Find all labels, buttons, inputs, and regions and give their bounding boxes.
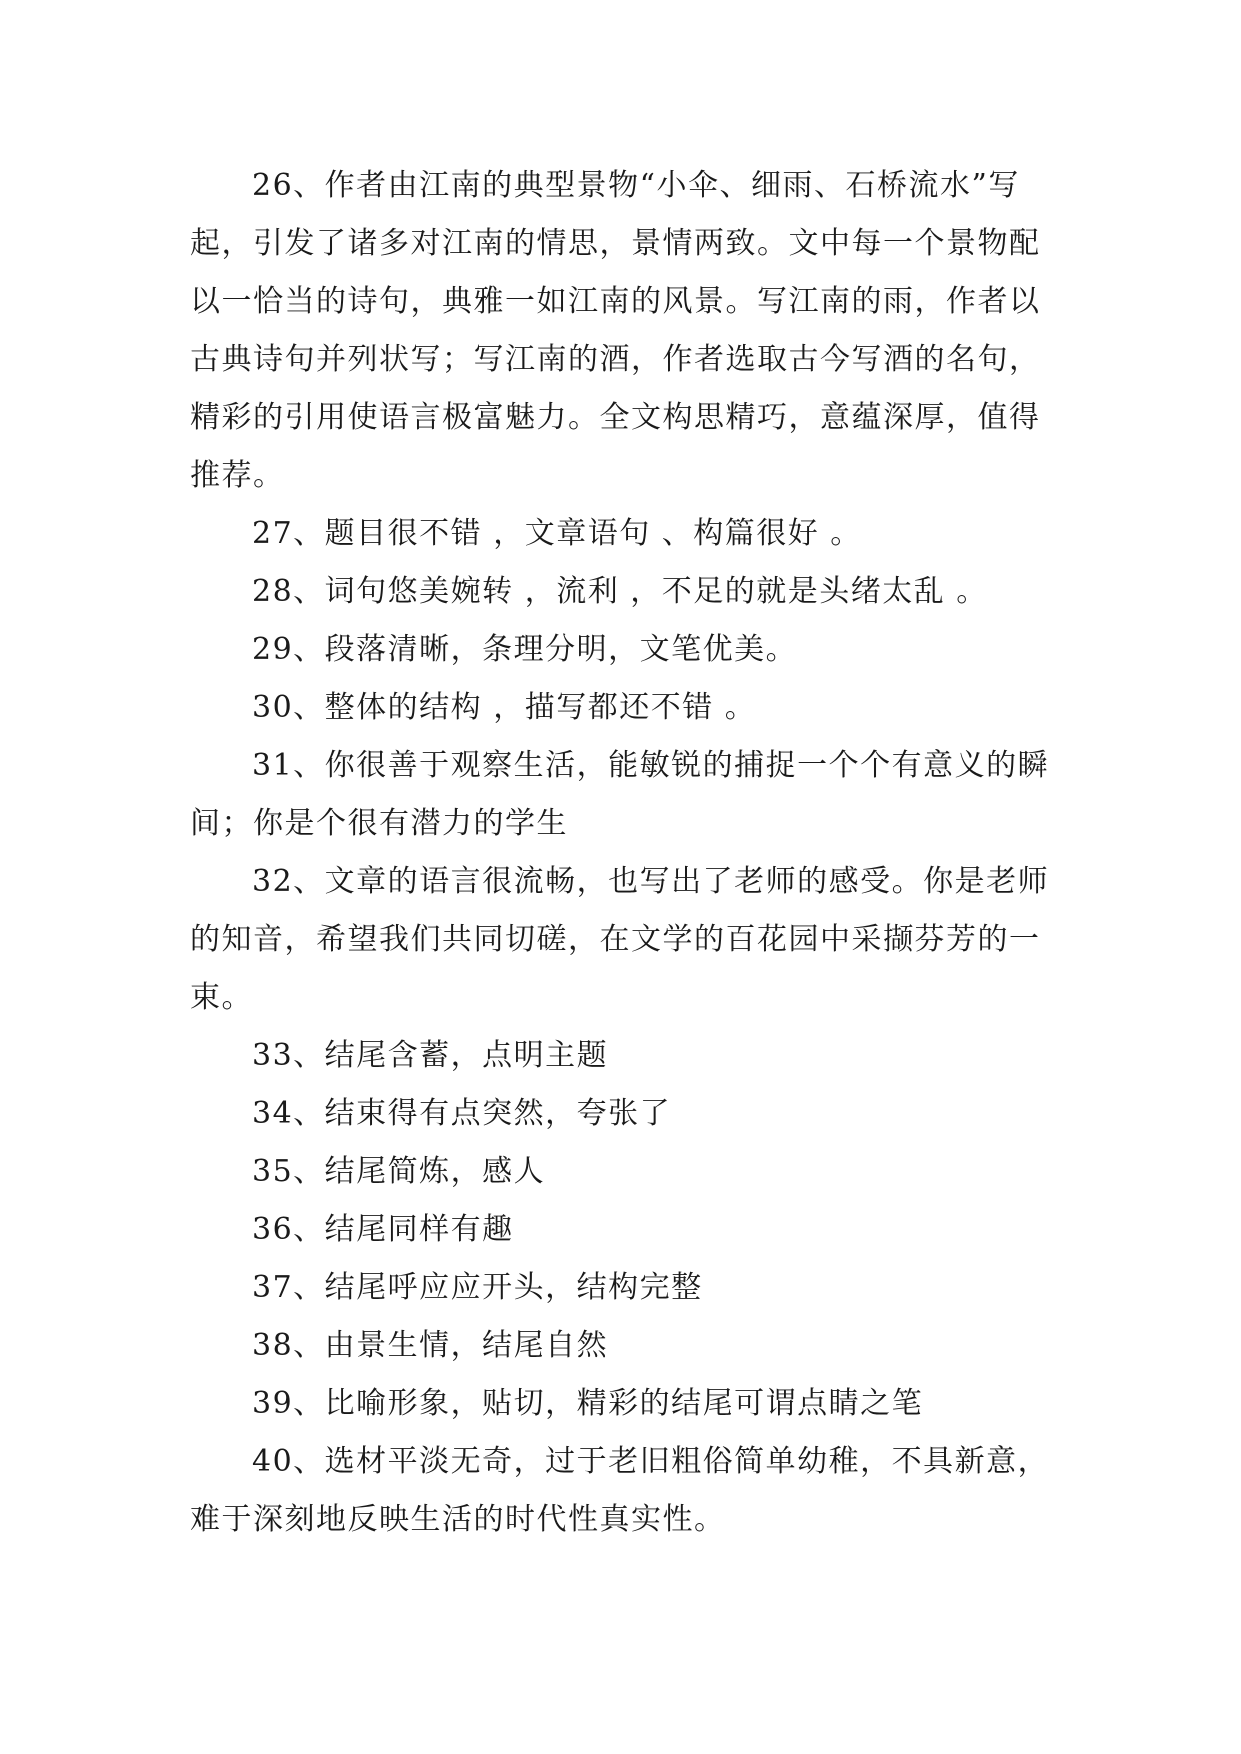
paragraph-35: 35、结尾简炼，感人 — [252, 1154, 546, 1189]
paragraph-37: 37、结尾呼应应开头，结构完整 — [252, 1270, 703, 1305]
paragraph-39: 39、比喻形象，贴切，精彩的结尾可谓点睛之笔 — [252, 1386, 924, 1421]
paragraph-27: 27、题目很不错 ，文章语句 、构篇很好 。 — [252, 516, 862, 551]
paragraph-31: 31、你很善于观察生活，能敏锐的捕捉一个个有意义的瞬间；你是个很有潜力的学生 — [190, 748, 1050, 841]
paragraph-26: 26、作者由江南的典型景物“小伞、细雨、石桥流水”写起，引发了诸多对江南的情思，景情两致。文中每一个景物配以一恰当的诗句，典雅一如江南的风景。写江南的雨，作者以古典诗句并列状写；写江南的酒，作者选取古今写酒的名句，精彩的引用使语言极富魅力。全文构思精巧，意蕴深厚，值得推荐。 — [190, 168, 1041, 493]
paragraph-38: 38、由景生情，结尾自然 — [252, 1328, 609, 1363]
paragraph-34: 34、结束得有点突然，夸张了 — [252, 1096, 672, 1131]
paragraph-28: 28、词句悠美婉转 ，流利 ，不足的就是头绪太乱 。 — [252, 574, 988, 609]
paragraph-36: 36、结尾同样有趣 — [252, 1212, 514, 1247]
paragraph-40: 40、选材平淡无奇，过于老旧粗俗简单幼稚，不具新意，难于深刻地反映生活的时代性真实性。 — [190, 1444, 1050, 1537]
paragraph-33: 33、结尾含蓄，点明主题 — [252, 1038, 609, 1073]
document-body — [190, 157, 1060, 1549]
paragraph-29: 29、段落清晰，条理分明，文笔优美。 — [252, 632, 798, 667]
paragraph-30: 30、整体的结构 ，描写都还不错 。 — [252, 690, 757, 725]
paragraph-32: 32、文章的语言很流畅，也写出了老师的感受。你是老师的知音，希望我们共同切磋，在文学的百花园中采撷芬芳的一束。 — [190, 864, 1050, 1015]
